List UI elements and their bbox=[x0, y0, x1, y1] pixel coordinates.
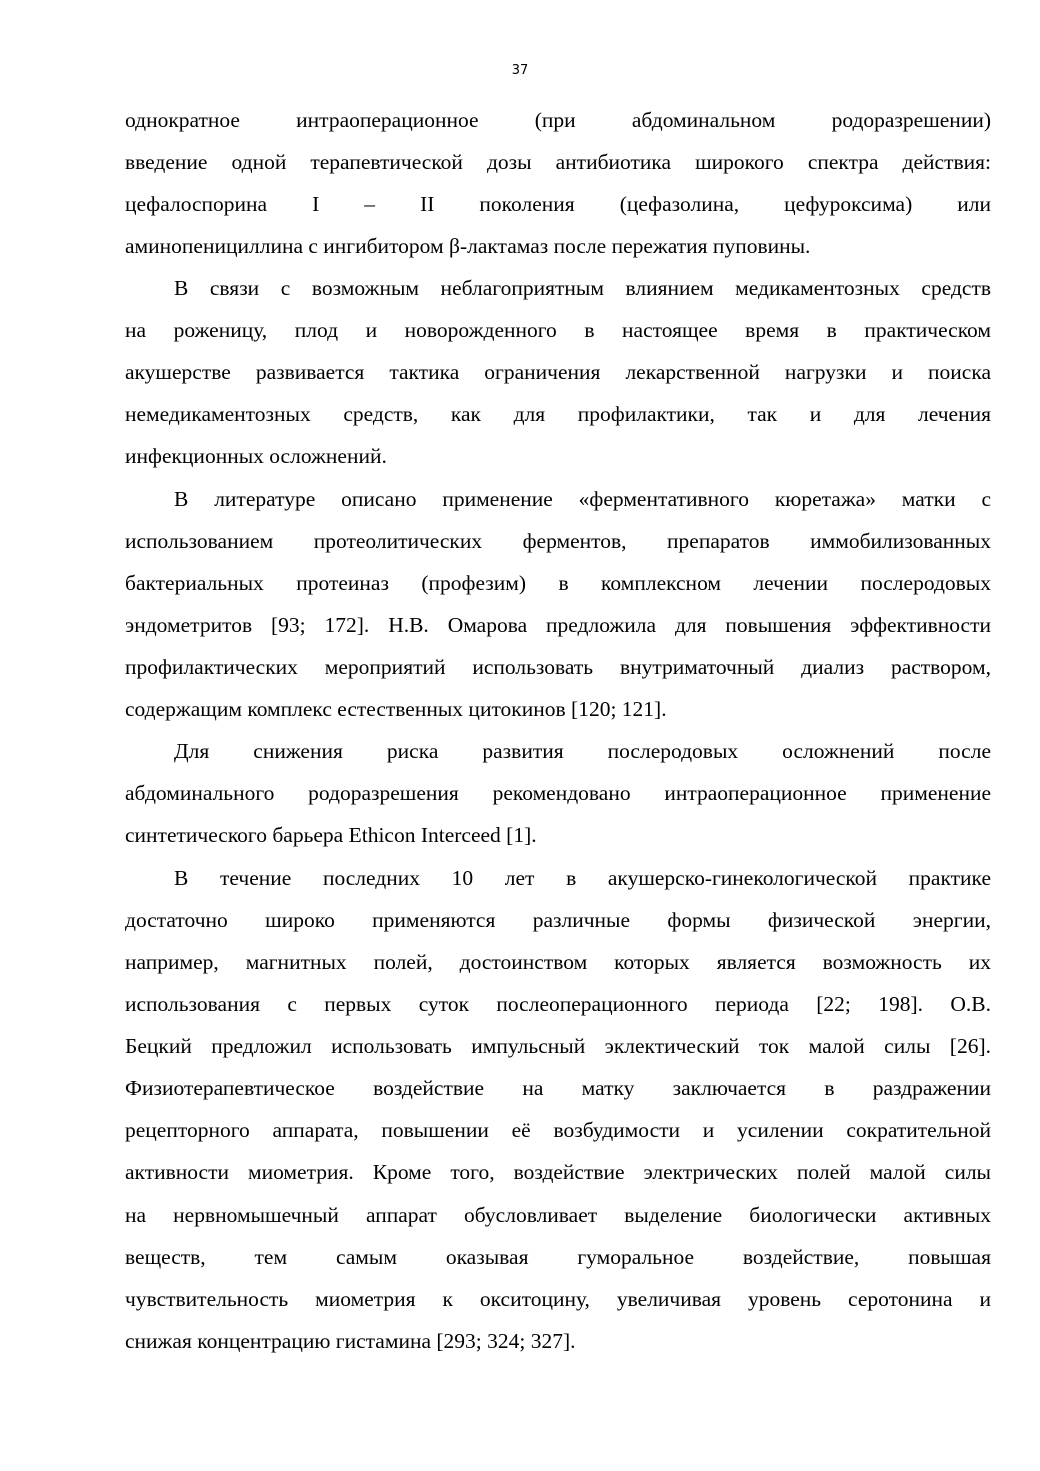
text-line: аминопенициллина с ингибитором β-лактамаз после пережатия пуповины. bbox=[125, 234, 811, 258]
page-number: 37 bbox=[511, 63, 529, 78]
text-line: акушерстве развивается тактика ограничения лекарственной нагрузки и поиска bbox=[125, 360, 991, 384]
text-line: чувствительность миометрия к окситоцину, увеличивая уровень серотонина и bbox=[125, 1287, 991, 1311]
text-line: профилактических мероприятий использовать внутриматочный диализ раствором, bbox=[125, 655, 991, 679]
text-line: содержащим комплекс естественных цитокинов [120; 121]. bbox=[125, 697, 667, 721]
text-line: веществ, тем самым оказывая гуморальное воздействие, повышая bbox=[125, 1245, 991, 1269]
paragraph-first-line: Для снижения риска развития послеродовых осложнений после bbox=[174, 739, 991, 763]
text-line: Бецкий предложил использовать импульсный эклектический ток малой силы [26]. bbox=[125, 1034, 991, 1058]
paragraph-first-line: В литературе описано применение «ферментативного кюретажа» матки с bbox=[174, 487, 991, 511]
text-line: однократное интраоперационное (при абдоминальном родоразрешении) bbox=[125, 108, 991, 132]
text-line: синтетического барьера Ethicon Interceed [1]. bbox=[125, 823, 537, 847]
text-line: на нервномышечный аппарат обусловливает выделение биологически активных bbox=[125, 1203, 991, 1227]
text-line: достаточно широко применяются различные формы физической энергии, bbox=[125, 908, 991, 932]
text-line: абдоминального родоразрешения рекомендовано интраоперационное применение bbox=[125, 781, 991, 805]
text-line: цефалоспорина I – II поколения (цефазолина, цефуроксима) или bbox=[125, 192, 991, 216]
text-line: снижая концентрацию гистамина [293; 324; 327]. bbox=[125, 1329, 576, 1353]
text-line: бактериальных протеиназ (профезим) в комплексном лечении послеродовых bbox=[125, 571, 991, 595]
text-line: например, магнитных полей, достоинством которых является возможность их bbox=[125, 950, 991, 974]
paragraph-first-line: В связи с возможным неблагоприятным влиянием медикаментозных средств bbox=[174, 276, 991, 300]
text-line: использованием протеолитических ферментов, препаратов иммобилизованных bbox=[125, 529, 991, 553]
text-line: немедикаментозных средств, как для профилактики, так и для лечения bbox=[125, 402, 991, 426]
text-line: эндометритов [93; 172]. Н.В. Омарова предложила для повышения эффективности bbox=[125, 613, 991, 637]
text-line: рецепторного аппарата, повышении её возбудимости и усилении сократительной bbox=[125, 1118, 991, 1142]
paragraph-first-line: В течение последних 10 лет в акушерско-гинекологической практике bbox=[174, 866, 991, 890]
text-line: Физиотерапевтическое воздействие на матку заключается в раздражении bbox=[125, 1076, 991, 1100]
text-line: инфекционных осложнений. bbox=[125, 444, 387, 468]
text-line: введение одной терапевтической дозы антибиотика широкого спектра действия: bbox=[125, 150, 991, 174]
text-line: активности миометрия. Кроме того, воздействие электрических полей малой силы bbox=[125, 1160, 991, 1184]
text-line: использования с первых суток послеоперационного периода [22; 198]. О.В. bbox=[125, 992, 991, 1016]
text-line: на роженицу, плод и новорожденного в настоящее время в практическом bbox=[125, 318, 991, 342]
